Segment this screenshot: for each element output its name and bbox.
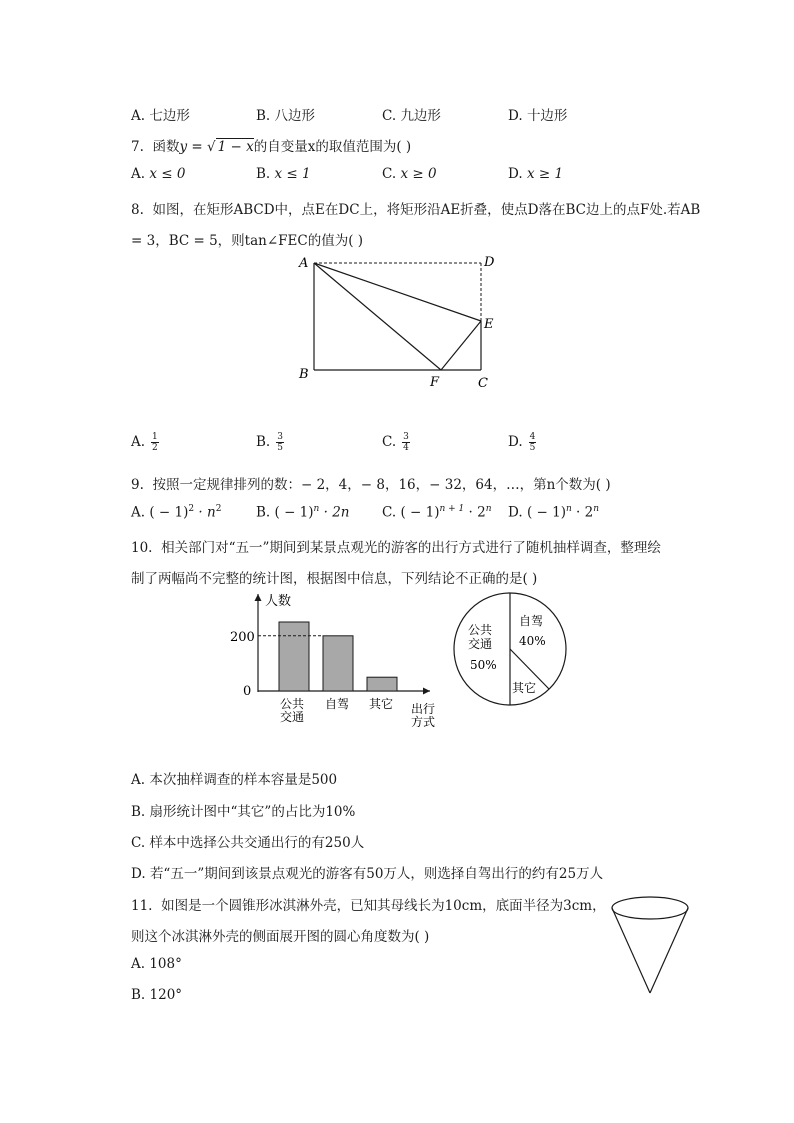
q10-option-d: D. 若“五一”期间到该景点观光的游客有50万人，则选择自驾出行的约有25万人 (131, 866, 604, 882)
q8-stem-line2: = 3，BC = 5，则tan∠FEC的值为( ) (131, 233, 364, 249)
q9-stem: 9. 按照一定规律排列的数：− 2，4，− 8，16，− 32，64，…，第n个数为( ) (131, 477, 611, 493)
pie-pct-public: 50% (470, 658, 497, 672)
tick-label-200: 200 (230, 629, 255, 645)
q11-cone-figure (610, 893, 692, 997)
q9-option-d: D. ( − $1)^n \cdot 2^n$ (508, 504, 600, 521)
label-d: D (484, 255, 495, 270)
cone-left-edge (612, 908, 650, 993)
cone-right-edge (650, 908, 688, 993)
label-b: B (299, 367, 309, 382)
q10-option-b: B. 扇形统计图中“其它”的占比为10% (131, 804, 356, 820)
q10-stem-line1: 10. 相关部门对“五一”期间到某景点观光的游客的出行方式进行了随机抽样调查，整理绘 (131, 540, 661, 556)
q7-stem: 7. 函数y = √ 1 − x的自变量x的取值范围为( ) (131, 139, 412, 155)
q10-stem-line2: 制了两幅尚不完整的统计图，根据图中信息，下列结论不正确的是( ) (131, 571, 538, 587)
segment-ae (314, 263, 481, 321)
q8-option-c: C. $\frac{3}{4}$ (382, 432, 409, 453)
q7-option-b: B. x ≤ 1 (256, 166, 311, 182)
segment-fe (441, 321, 481, 370)
bar-other (367, 677, 397, 691)
q6-option-d: D. 十边形 (508, 108, 568, 124)
q10-option-c: C. 样本中选择公共交通出行的有250人 (131, 835, 365, 851)
pie-pct-self: 40% (519, 634, 546, 648)
q7-option-d: D. x ≥ 1 (508, 166, 564, 182)
pie-label-self: 自驾 (519, 614, 544, 628)
pie-label-other: 其它 (512, 681, 537, 695)
q9-option-b: B. ( − 1)$^n$ · 2n (256, 504, 350, 521)
x-axis-label-1: 出行 (411, 702, 436, 716)
q8-stem-line1: 8. 如图，在矩形ABCD中，点E在DC上，将矩形沿AE折叠，使点D落在BC边上的点F处.若AB (131, 202, 701, 218)
q7-option-c: C. x ≥ 0 (382, 166, 437, 182)
cone-rim (612, 897, 688, 919)
segment-af (314, 263, 441, 370)
q8-option-b: B. $\frac{3}{5}$ (256, 432, 283, 453)
category-label-public-2: 交通 (280, 710, 305, 724)
q11-option-b: B. 120° (131, 987, 183, 1003)
bar-public (279, 622, 309, 691)
q11-option-a: A. 108° (131, 956, 182, 972)
label-c: C (478, 376, 488, 390)
q8-option-d: D. $\frac{4}{5}$ (508, 432, 536, 453)
q10-bar-chart (225, 588, 445, 733)
q8-rectangle-figure (290, 250, 510, 390)
pie-label-public-1: 公共 (468, 623, 493, 637)
q8-option-a: A. $\frac{1}{2}$ (131, 432, 158, 453)
category-label-self: 自驾 (325, 697, 350, 711)
y-axis-label: 人数 (265, 594, 292, 609)
q7-option-a: A. x ≤ 0 (131, 166, 186, 182)
label-f: F (430, 375, 440, 390)
q10-pie-chart (451, 590, 571, 710)
q6-option-b: B. 八边形 (256, 108, 316, 124)
bar-self (323, 636, 353, 691)
category-label-public-1: 公共 (280, 697, 305, 711)
label-e: E (484, 317, 494, 332)
q11-stem-line1: 11. 如图是一个圆锥形冰淇淋外壳，已知其母线长为10cm，底面半径为3cm， (131, 898, 606, 914)
q9-option-a: A. ( − $1)^2 \cdot n^2$ (131, 504, 222, 521)
q11-stem-line2: 则这个冰淇淋外壳的侧面展开图的圆心角度数为( ) (131, 929, 430, 945)
q6-option-c: C. 九边形 (382, 108, 441, 124)
q9-option-c: C. ( − $1)^{n + 1} \cdot 2^n$ (382, 504, 492, 521)
label-a: A (299, 256, 309, 271)
x-axis-label-2: 方式 (411, 715, 436, 729)
tick-label-0: 0 (243, 684, 252, 699)
q6-option-a: A. 七边形 (131, 108, 190, 124)
q10-option-a: A. 本次抽样调查的样本容量是500 (131, 772, 338, 788)
category-label-other: 其它 (369, 697, 394, 711)
pie-label-public-2: 交通 (468, 637, 493, 651)
